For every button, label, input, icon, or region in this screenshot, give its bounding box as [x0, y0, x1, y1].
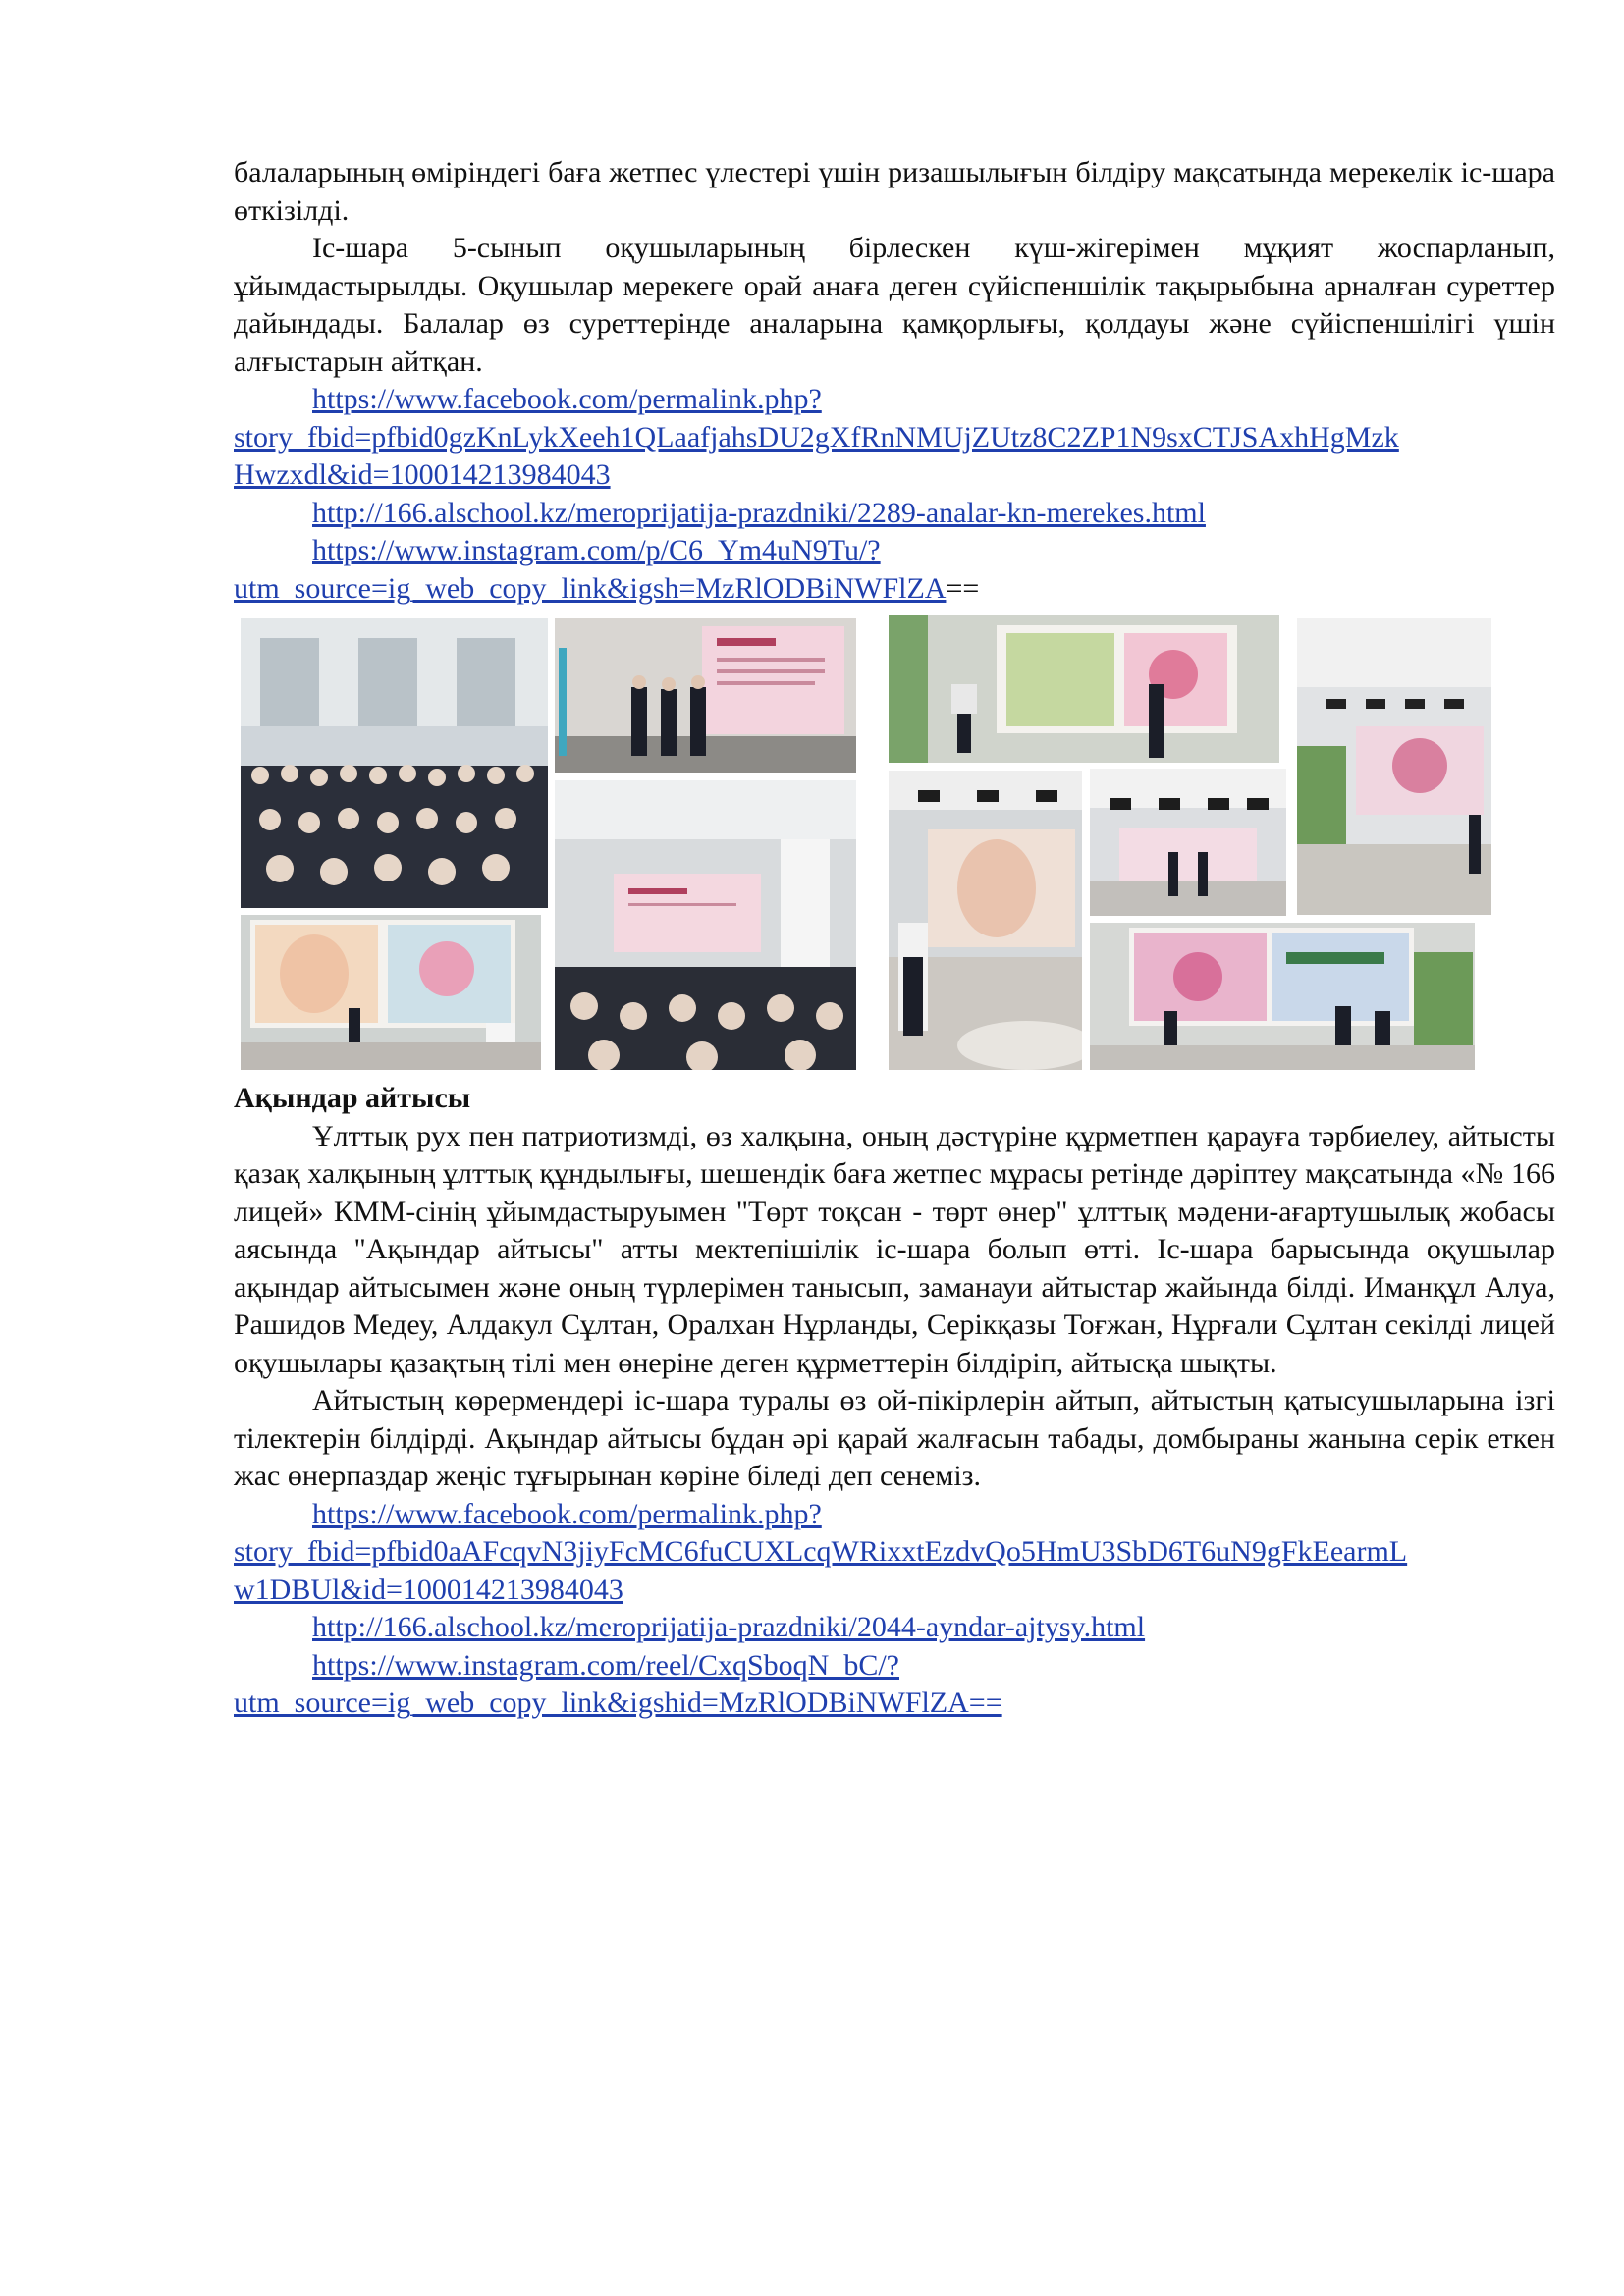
instagram-link-1b[interactable]: utm_source=ig_web_copy_link&igsh=MzRlODBiNWFlZA	[234, 571, 947, 605]
facebook-link-2b[interactable]: story_fbid=pfbid0aAFcqvN3jiyFcMC6fuCUXLcqWRixxtEzdvQo5HmU3SbD6T6uN9gFkEearmL	[234, 1535, 1408, 1568]
instagram-link-2a[interactable]: https://www.instagram.com/reel/CxqSboqN_bC/?	[312, 1648, 899, 1682]
section1-text	[234, 154, 1555, 608]
paragraph-intro: балаларының өміріндегі баға жетпес үлестері үшін ризашылығын білдіру мақсатында мерекелік іс-шара өткізілді.	[234, 156, 1555, 227]
facebook-link-2a[interactable]: https://www.facebook.com/permalink.php?	[312, 1497, 822, 1530]
section-heading: Ақындар айтысы	[234, 1082, 471, 1114]
instagram-link-2b[interactable]: utm_source=ig_web_copy_link&igshid=MzRlODBiNWFlZA==	[234, 1686, 1002, 1719]
facebook-link-2c[interactable]: w1DBUl&id=100014213984043	[234, 1573, 623, 1606]
instagram-link-tail: ==	[946, 571, 980, 605]
photo-hall-stage-1	[1297, 618, 1491, 915]
paragraph-audience: Айтыстың көрермендері іс-шара туралы өз ой-пікірлерін айтып, айтыстың қатысушыларына ізгі тілектерін білдірді. Ақындар айтысы бұдан әрі қарай жалғасын табады, домбыраны жанына серік еткен жас өнерпаздар жеңіс тұғырынан көріне біледі деп сенеміз.	[234, 1384, 1555, 1492]
facebook-link-1a[interactable]: https://www.facebook.com/permalink.php?	[312, 383, 822, 415]
photo-students-presenting	[555, 618, 856, 773]
photo-audience-hall	[241, 618, 548, 908]
photo-stage-lights	[1090, 769, 1286, 916]
paragraph-aitys: Ұлттық рух пен патриотизмді, өз халқына, оның дәстүріне құрметпен қарауға тәрбиелеу, айтысты қазақ халқының ұлттық құндылығы, шешендік баға жетпес мұрасы ретінде дәріптеу мақсатында «№ 166 лицей» КММ-сінің ұйымдастыруымен "Төрт тоқсан - төрт өнер" ұлттық мәдени-ағартушылық жобасы аясында "Ақындар айтысы" атты мектепішілік іс-шара болып өтті. Іс-шара барысында оқушылар ақындар айтысымен және оның түрлерімен танысып, заманауи айтыстар жайында білді. Иманқұл Алуа, Рашидов Медеу, Алдакул Сұлтан, Оралхан Нұрланды, Серікқазы Тоғжан, Нұрғали Сұлтан секілді лицей оқушылары қазақтың тілі мен өнеріне деген құрметтерін білдіріп, айтысқа шықты.	[234, 1119, 1555, 1379]
school-site-link-1[interactable]: http://166.alschool.kz/meroprijatija-prazdniki/2289-analar-kn-merekes.html	[312, 496, 1206, 529]
facebook-link-1c[interactable]: Hwzxdl&id=100014213984043	[234, 458, 611, 491]
photo-screen-drawing-2	[1090, 923, 1475, 1070]
paragraph-event: Іс-шара 5-сынып оқушыларының бірлескен күш-жігерімен мұқият жоспарланып, ұйымдастырылды. Оқушылар мерекеге орай анаға деген сүйіспеншілік тақырыбына арналған суреттер дайындады. Балалар өз суреттерінде аналарына қамқорлығы, қолдауы және сүйіспеншілігі үшін алғыстарын айтқан.	[234, 232, 1555, 378]
school-site-link-2[interactable]: http://166.alschool.kz/meroprijatija-prazdniki/2044-ayndar-ajtysy.html	[312, 1611, 1146, 1643]
facebook-link-1b[interactable]: story_fbid=pfbid0gzKnLykXeeh1QLaafjahsDU2gXfRnNMUjZUtz8C2ZP1N9sxCTJSAxhHgMzk	[234, 420, 1399, 454]
instagram-link-1a[interactable]: https://www.instagram.com/p/C6_Ym4uN9Tu/?	[312, 534, 881, 566]
photo-screen-drawing-1	[889, 615, 1279, 763]
photo-screen-portrait	[889, 771, 1082, 1070]
photo-hall-audience-screen	[555, 780, 856, 1070]
photo-student-drawing	[241, 915, 541, 1070]
section2-text	[234, 1080, 1555, 1723]
